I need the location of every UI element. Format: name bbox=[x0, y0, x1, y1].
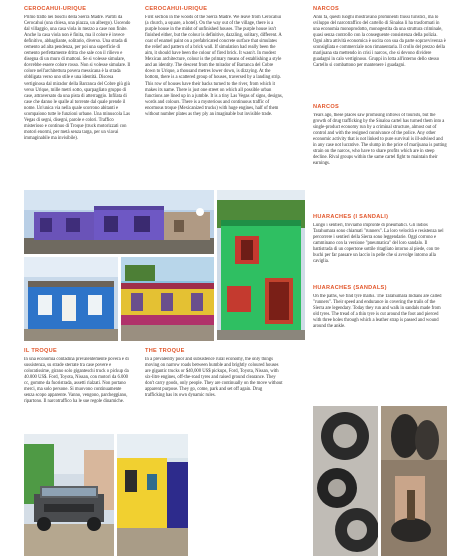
photo-sandals bbox=[381, 406, 447, 556]
heading-huaraches-en: HUARACHES (SANDALS) bbox=[313, 285, 387, 291]
article-narcos-en bbox=[313, 104, 447, 217]
body-troque-en: In a prevalently poor and subsistence rural economy, the only things moving on narrow roads between humble and brightly coloured houses are gigantic trucks or $40,000 US$ pickups, Ford, Toyota, Nissan, with six-litre engines, off-the-road tyres and raised ground clearance. They don't carry goods, only people. They are continually on the move without apparent purpose. They go, come, park and set off again. Drug trafficking has its own dynamic rules. bbox=[145, 357, 283, 399]
heading-cerocahui-it: CEROCAHUI-URIQUE bbox=[24, 6, 87, 12]
article-cerocahui-en bbox=[145, 6, 283, 193]
photo-purple-house bbox=[24, 190, 214, 254]
body-huaraches-en: On the paths, we find tyre marks. The Tarahumara Indians are called "runners". Their speed and endurance in covering the trails of the Sierra are legendary. Today they run and walk in sandals made from old tyres. The tread of a thin tyre is cut around the foot and pierced with three holes through which a leather strap is passed and wound around the ankle. bbox=[313, 294, 442, 330]
article-troque-en bbox=[145, 348, 283, 437]
heading-troque-it: IL TROQUE bbox=[24, 348, 58, 354]
body-narcos-it: Anni fa, questi luoghi mostravano prominenti flussi turistici, ma lo sviluppo del narcotraffico del cartello di Sinaloa li ha trasformati in una economia monoprodotto, monogestita da una struttura criminale, quasi senza controllo con la conseguente consistenza della polizia. Ogni altra attività economica è uscita con sua da parte sopravvivenza è sconsigliata e commerciale non rimanentaria. Il crollo del prezzo della marijuana sta mettendo in crisi i narcos, che si devono dividere guadagni in calo vertiginoso. Gruppi in lotta all'interno dello stesso Cartello si combattono per mantenere i guadagni. bbox=[313, 15, 446, 69]
heading-cerocahui-en: CEROCAHUI-URIQUE bbox=[145, 6, 208, 12]
photo-green-house bbox=[217, 190, 305, 340]
body-huaraches-it: Lungo i sentieri, troviamo impronte di pneumatici. Gli indios Tarahumara sono chiamati "runners". La loro velocità e resistenza nel percorrere i sentieri della Sierra sono leggendarie. Oggi corrono e camminano con la versione "pneumatica" del loro sandalo. Il battistrada di un copertone sottile ritagliato intorno al piede, con tre buchi per far passare un laccio in pelle che si avvolge intorno alla caviglia. bbox=[313, 223, 444, 265]
photo-yellow-house bbox=[121, 257, 214, 341]
body-troque-it: In una economia contadina prevalentemente povera e di sussistenza, su strade sterrate tra case povere e coloratissime, girano solo giganteschi truck o pickup da 40.000 US$. Ford, Toyota, Nissan, con motori da 6.000 cc, gomme da fuoristrada, assetti rialzati. Non portano merci, ma solo persone. Si muovono continuamente senza scopo apparente. Vanno, vengono, parcheggiano, ripartono. Il narcotraffico ha le sue regole dinamiche. bbox=[24, 357, 129, 405]
article-cerocahui-it bbox=[24, 6, 132, 195]
body-narcos-en: Years ago, these places saw promising inflows of tourists, but the growth of drug trafficking by the Sinaloa cartel has turned them into a single-product economy run by a criminal structure, almost out of control and with the resigned connivance of the police. Any other economic activity that is not linked to pure survival is ill-advised and in any case not lucrative. The slump in the price of marijuana is putting strain on the narcos, who have to share profits which are in steep decline. Rival groups within the same cartel fight to maintain their earnings. bbox=[313, 113, 447, 167]
heading-troque-en: THE TROQUE bbox=[145, 348, 185, 354]
article-huaraches-it bbox=[313, 214, 447, 289]
article-huaraches-en bbox=[313, 285, 447, 354]
photo-tyres bbox=[313, 406, 378, 556]
photo-pickup-truck bbox=[24, 434, 114, 556]
photo-blue-house bbox=[24, 257, 118, 341]
heading-narcos-it: NARCOS bbox=[313, 6, 340, 12]
body-cerocahui-en: First section in the woods of the Sierra Madre. We leave from Cerocahui (a church, a square, a hotel). On the way out of the village, there is a purple house in the midst of unfinished houses. The purple house isn't finished either, but the colour is definitive, dazzling, solitary, different. A coat of enamel paint on a prefabricated concrete surface that simulates the relief and pattern of a brick wall. If simulation had really been the aim, it should have been the colour of fired brick. It wasn't. In modest Mexican architecture, colour is the primary means of establishing a style and an identity. The descent from the mirador of Barranca del Cobre down to Urique, a thousand metres lower down, is dizzying. At the bottom, there is a scattered group of houses, traversed by a landing strip. This row of houses have their backs turned to the river, from which it makes its name. There is just one street on which all possible urban functions are lined up in a jumble. It is a tiny Las Vegas of signs, designs, words and colours. There is a mysterious and continuous traffic of enormous troque (Mexicanized trucks) with huge engines, half of them without number plates as they ply an imaginable but invisible trade. bbox=[145, 15, 283, 117]
heading-narcos-en: NARCOS bbox=[313, 104, 340, 110]
article-troque-it bbox=[24, 348, 132, 437]
photo-yellow-street bbox=[117, 434, 188, 556]
heading-huaraches-it: HUARACHES (I SANDALI) bbox=[313, 214, 389, 220]
article-narcos-it bbox=[313, 6, 447, 101]
body-cerocahui-it: Primo tratto nei boschi della Sierra Madre. Partiti da Cerocahui (una chiesa, una piazza, un albergo). Uscendo dal villaggio, una casa viola in mezzo a case non finite. Anche la casa viola non è finita, ma il colore è invece definitivo, abbagliante, solitario, diverso. Una strada di cemento ad alta pendenza, per poi una superficie di cemento perfettamente dritta che sale con il rilievo e disegna di un muro di mattoni. Se si volesse simulare, dovrebbe essere colore rosso. Non si volesse simulare. Il colore nell'architettura povera messicana è la strada obbligata verso uno stile e una identità. Discesa vertiginosa dal mirador della Barranca del Cobre giù giù verso Urique, mille metri sotto, sparpagliato gruppo di case, attraversato da una pista di atterraggio. Infilata di case che danno le spalle al torrente dal quale prende il nome. Un'unica via nella quale scorrono abitanti e scompaiono tutte le funzioni urbane. Una minuscola Las Vegas di segni, disegni, parole e colori. Traffico misterioso e continuo di Troque (truck motorizzati con motori enormi, per metà senza targa, per un viavai immaginabile ma invisibile). bbox=[24, 15, 131, 141]
